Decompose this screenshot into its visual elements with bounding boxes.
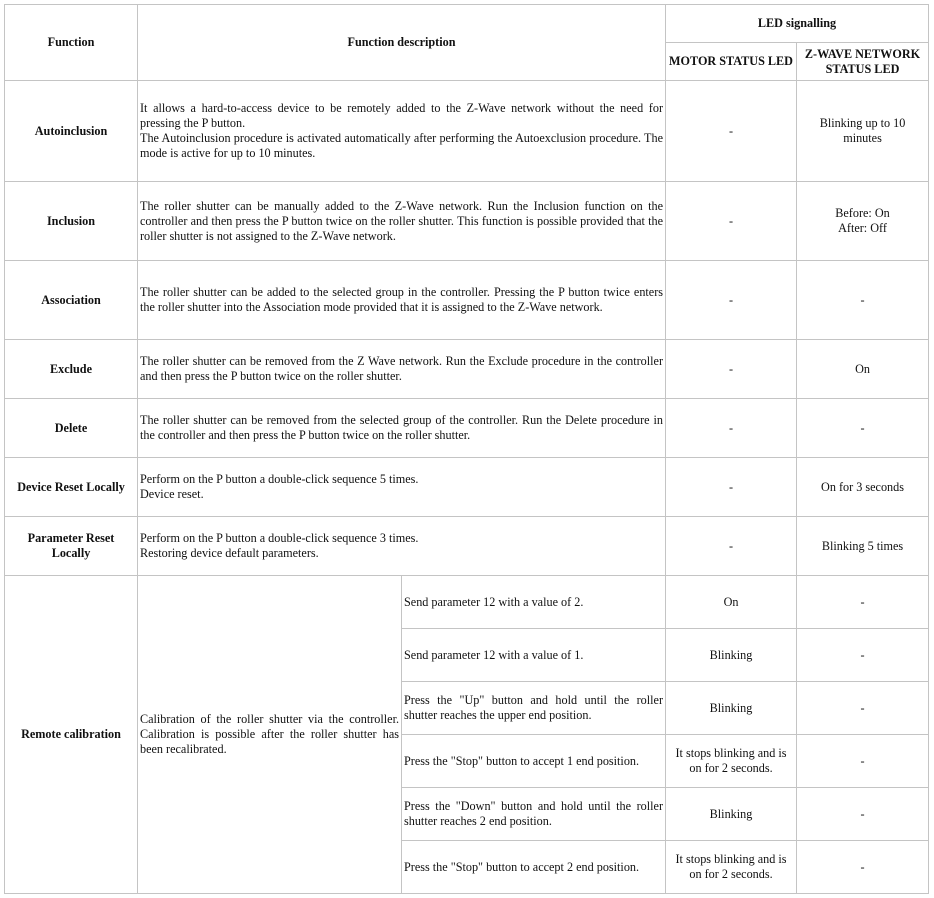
- motor-led-value: -: [666, 340, 797, 399]
- zwave-led-value: Blinking up to 10 minutes: [797, 81, 929, 182]
- zwave-led-after: After: Off: [838, 221, 887, 235]
- zwave-led-value: -: [797, 399, 929, 458]
- zwave-led-value: Blinking 5 times: [797, 517, 929, 576]
- description-line: Restoring device default parameters.: [140, 546, 319, 560]
- table-row: [5, 182, 929, 261]
- motor-led-value: Blinking: [666, 629, 797, 682]
- table-row: [5, 458, 929, 517]
- table-row: [5, 340, 929, 399]
- header-zwave-status-led: Z-WAVE NETWORK STATUS LED: [797, 43, 929, 81]
- description-line: Device reset.: [140, 487, 204, 501]
- zwave-led-value: -: [797, 735, 929, 788]
- description-line: The roller shutter can be removed from the Z Wave network. Run the Exclude procedure in the controller and then press the P button twice on the roller shutter.: [140, 354, 664, 383]
- function-name: Remote calibration: [5, 576, 138, 894]
- zwave-led-before: Before: On: [835, 206, 890, 220]
- header-function: Function: [5, 5, 138, 81]
- motor-led-value: Blinking: [666, 682, 797, 735]
- led-signalling-table: [4, 4, 929, 894]
- description-line: Perform on the P button a double-click sequence 3 times.: [140, 531, 419, 545]
- function-name: Delete: [5, 399, 138, 458]
- zwave-led-value: -: [797, 682, 929, 735]
- motor-led-value: -: [666, 458, 797, 517]
- motor-led-value: On: [666, 576, 797, 629]
- header-led-signalling: LED signalling: [666, 5, 929, 43]
- function-name: Autoinclusion: [5, 81, 138, 182]
- calibration-step: Press the "Down" button and hold until the roller shutter reaches 2 end position.: [402, 788, 666, 841]
- function-description: [138, 399, 666, 458]
- description-line: The Autoinclusion procedure is activated automatically after performing the Autoexclusion procedure. The mode is active for up to 10 minutes.: [140, 131, 664, 160]
- header-function-description: Function description: [138, 5, 666, 81]
- function-name: Parameter Reset Locally: [5, 517, 138, 576]
- function-name: Inclusion: [5, 182, 138, 261]
- function-description: [138, 517, 666, 576]
- motor-led-value: -: [666, 261, 797, 340]
- calibration-step: Press the "Stop" button to accept 1 end position.: [402, 735, 666, 788]
- zwave-led-value: -: [797, 629, 929, 682]
- description-line: The roller shutter can be manually added to the Z-Wave network. Run the Inclusion function on the controller and then press the P button twice on the roller shutter. This function is possible provided that the roller shutter is not assigned to the Z-Wave network.: [140, 198, 664, 243]
- description-line: It allows a hard-to-access device to be remotely added to the Z-Wave network without the need for pressing the P button.: [140, 101, 664, 130]
- description-line: The roller shutter can be removed from the selected group of the controller. Run the Delete procedure in the controller and then press the P button twice on the roller shutter.: [140, 413, 664, 442]
- motor-led-value: -: [666, 81, 797, 182]
- function-description: [138, 81, 666, 182]
- function-name: Exclude: [5, 340, 138, 399]
- function-name: Device Reset Locally: [5, 458, 138, 517]
- zwave-led-value: -: [797, 576, 929, 629]
- zwave-led-value: On for 3 seconds: [797, 458, 929, 517]
- table-row: [5, 261, 929, 340]
- motor-led-value: -: [666, 182, 797, 261]
- zwave-led-value: -: [797, 841, 929, 894]
- description-line: The roller shutter can be added to the selected group in the controller. Pressing the P button twice enters the roller shutter into the Association mode provided that it is assigned to the Z-Wave network.: [140, 285, 664, 314]
- motor-led-value: -: [666, 517, 797, 576]
- table-row: [5, 81, 929, 182]
- function-description: [138, 261, 666, 340]
- motor-led-value: It stops blinking and is on for 2 seconds.: [666, 735, 797, 788]
- header-row: [5, 5, 929, 43]
- zwave-led-value: On: [797, 340, 929, 399]
- zwave-led-value: [797, 182, 929, 261]
- function-description: [138, 458, 666, 517]
- motor-led-value: Blinking: [666, 788, 797, 841]
- table-row: [5, 576, 929, 629]
- description-line: Perform on the P button a double-click sequence 5 times.: [140, 472, 419, 486]
- table-row: [5, 517, 929, 576]
- table-row: [5, 399, 929, 458]
- function-description: Calibration of the roller shutter via the controller. Calibration is possible after the roller shutter has been recalibrated.: [138, 576, 402, 894]
- motor-led-value: It stops blinking and is on for 2 seconds.: [666, 841, 797, 894]
- function-description: [138, 182, 666, 261]
- calibration-step: Send parameter 12 with a value of 2.: [402, 576, 666, 629]
- function-name: Association: [5, 261, 138, 340]
- function-description: [138, 340, 666, 399]
- zwave-led-value: -: [797, 261, 929, 340]
- calibration-step: Press the "Stop" button to accept 2 end position.: [402, 841, 666, 894]
- header-motor-status-led: MOTOR STATUS LED: [666, 43, 797, 81]
- calibration-step: Press the "Up" button and hold until the roller shutter reaches the upper end position.: [402, 682, 666, 735]
- calibration-step: Send parameter 12 with a value of 1.: [402, 629, 666, 682]
- motor-led-value: -: [666, 399, 797, 458]
- zwave-led-value: -: [797, 788, 929, 841]
